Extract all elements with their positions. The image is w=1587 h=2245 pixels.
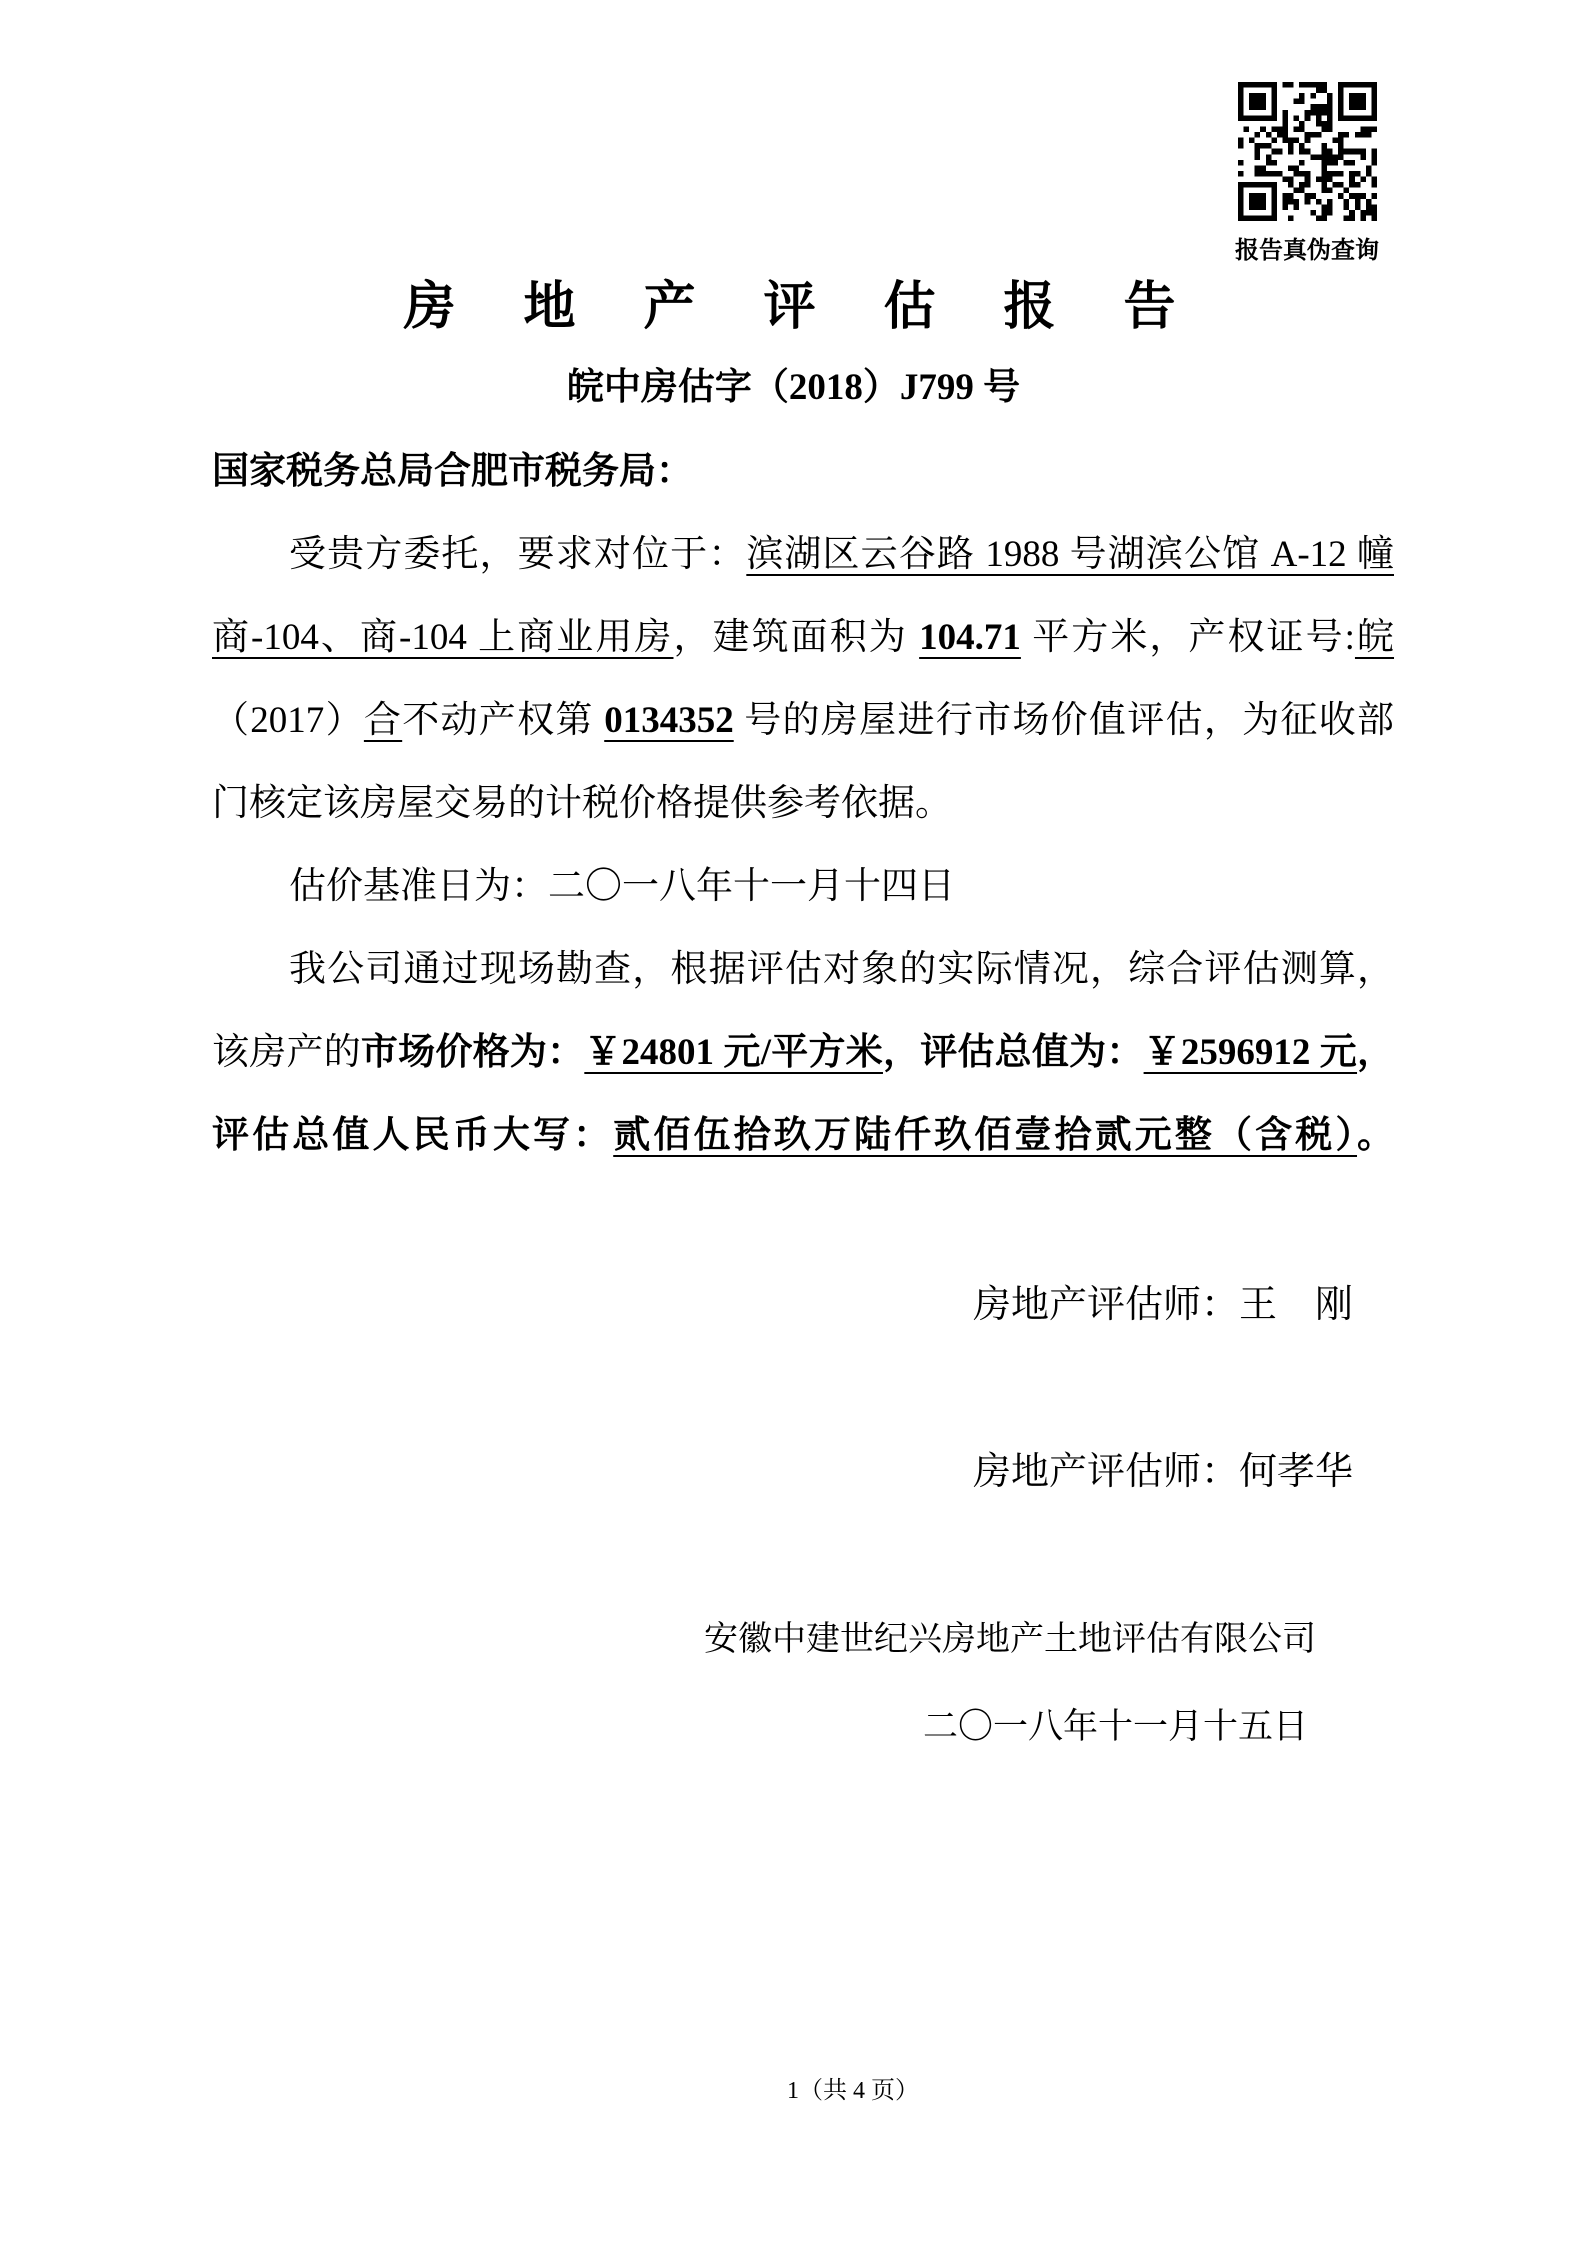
underlined-value: 皖 [1354, 617, 1395, 658]
text-segment: 市场价格为： [360, 1032, 585, 1073]
qr-caption: 报告真伪查询 [1235, 238, 1379, 264]
text-segment: 平方米，产权证号: [1020, 617, 1355, 658]
page-title: 房 地 产 评 估 报 告 [403, 279, 1184, 336]
body-line [212, 1011, 1394, 1094]
body-line [212, 1094, 1394, 1177]
underlined-value: 商-104、商-104 上商业用房 [212, 617, 674, 658]
text-segment: 不动产权第 [402, 700, 605, 741]
report-date: 二〇一八年十一月十五日 [923, 1707, 1309, 1746]
text-segment: 我公司通过现场勘查，根据评估对象的实际情况，综合评估测算， [289, 949, 1394, 990]
text-segment: 。 [1357, 1115, 1395, 1156]
appraiser-label: 房地产评估师： [972, 1284, 1239, 1326]
body-text [212, 430, 1394, 1177]
text-segment: 评估总值人民币大写： [212, 1115, 614, 1156]
document-number: 皖中房估字（2018）J799 号 [566, 367, 1021, 408]
qr-block [1232, 82, 1382, 265]
text-segment: 门核定该房屋交易的计税价格提供参考依据。 [212, 783, 952, 824]
appraiser-signature-1 [973, 1283, 1353, 1328]
appraiser-label: 房地产评估师： [972, 1451, 1239, 1493]
company-name: 安徽中建世纪兴房地产土地评估有限公司 [704, 1621, 1316, 1658]
body-line [212, 762, 1394, 845]
text-segment: （2017） [212, 700, 364, 741]
body-line [212, 513, 1394, 596]
underlined-value: 0134352 [604, 700, 734, 741]
text-segment: ， [882, 1032, 921, 1073]
text-segment: 该房产的 [212, 1032, 361, 1073]
body-paragraphs [212, 513, 1394, 1177]
underlined-value: ￥2596912 元 [1143, 1032, 1358, 1073]
appraiser-name: 何孝华 [1238, 1451, 1353, 1493]
page-number: 1（共 4 页） [787, 2078, 919, 2104]
addressee-line: 国家税务总局合肥市税务局： [212, 451, 693, 492]
qr-code-icon [1238, 82, 1377, 221]
appraiser-signature-2 [973, 1450, 1353, 1495]
text-segment: 受贵方委托，要求对位于： [289, 534, 747, 575]
underlined-value: 滨湖区云谷路 1988 号湖滨公馆 A-12 幢 [746, 534, 1394, 575]
text-segment: 号的房屋进行市场价值评估，为征收部 [733, 700, 1395, 741]
underlined-value: 合 [363, 700, 403, 741]
appraiser-name: 王 刚 [1238, 1284, 1353, 1326]
text-segment: ， [1357, 1032, 1395, 1073]
underlined-value: 贰佰伍拾玖万陆仟玖佰壹拾贰元整（含税） [613, 1115, 1358, 1156]
body-line [212, 928, 1394, 1011]
body-line [212, 845, 1394, 928]
text-segment: 评估总值为： [920, 1032, 1144, 1073]
underlined-value: 104.71 [919, 617, 1021, 658]
body-line [212, 596, 1394, 679]
text-segment: ，建筑面积为 [673, 617, 920, 658]
body-line [212, 679, 1394, 762]
text-segment: 估价基准日为：二〇一八年十一月十四日 [289, 866, 955, 907]
underlined-value: ￥24801 元/平方米 [584, 1032, 883, 1073]
